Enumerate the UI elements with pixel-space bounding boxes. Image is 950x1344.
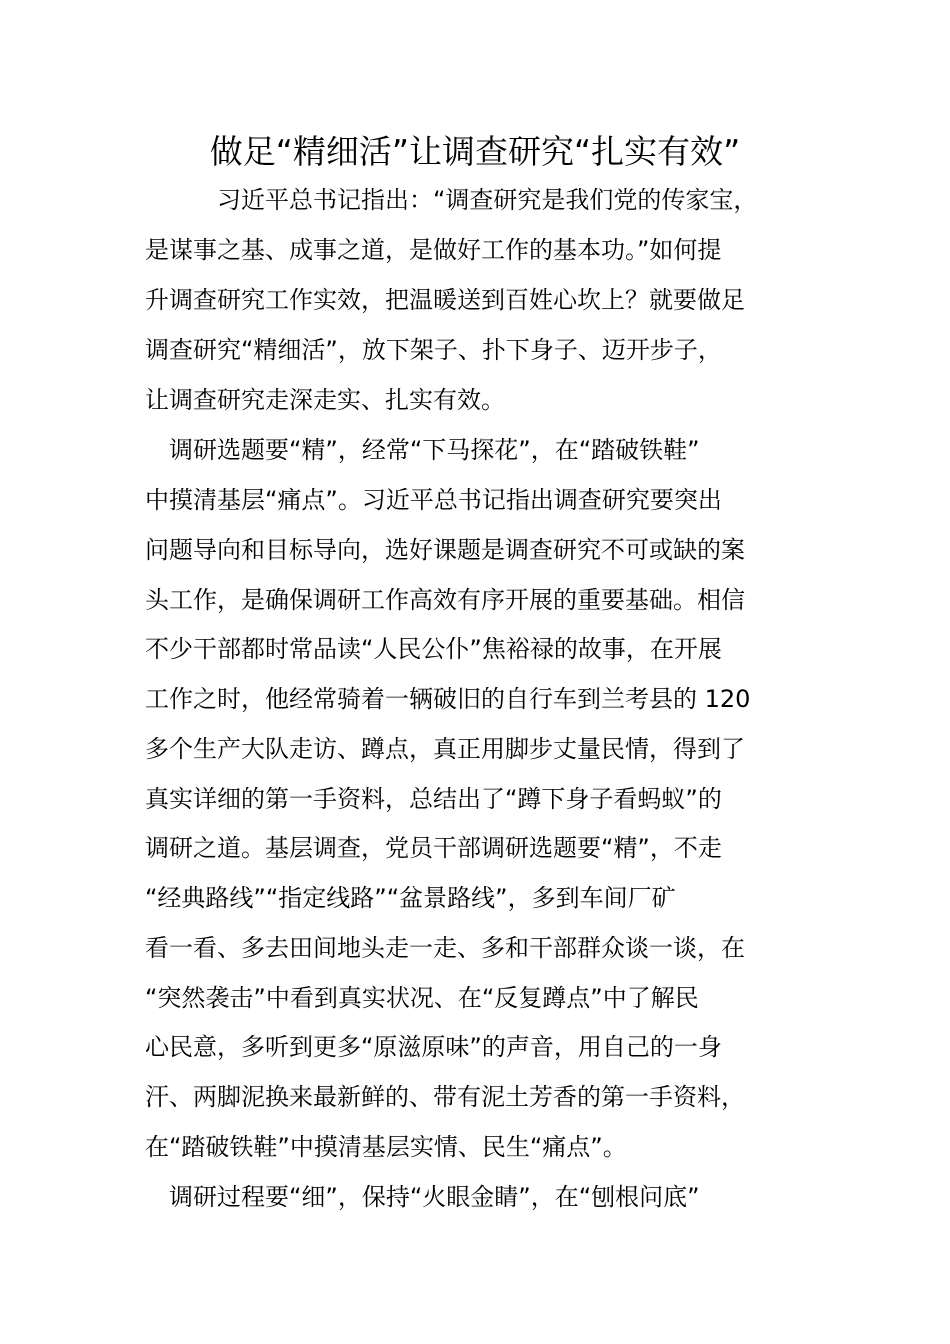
text-line: 多个生产大队走访、蹲点，真正用脚步丈量民情，得到了 — [145, 735, 745, 763]
text-line: 是谋事之基、成事之道，是做好工作的基本功。”如何提 — [145, 236, 722, 264]
text-line: 汗、两脚泥换来最新鲜的、带有泥土芳香的第一手资料， — [145, 1083, 745, 1111]
text-line: 中摸清基层“痛点”。习近平总书记指出调查研究要突出 — [145, 486, 722, 514]
text-line: “经典路线”“指定线路”“盆景路线”，多到车间厂矿 — [145, 884, 676, 912]
text-line: 升调查研究工作实效，把温暖送到百姓心坎上？就要做足 — [145, 286, 745, 314]
text-line: 调研过程要“细”，保持“火眼金睛”，在“刨根问底” — [145, 1183, 700, 1211]
text-line: 问题导向和目标导向，选好课题是调查研究不可或缺的案 — [145, 536, 745, 564]
text-line: 工作之时，他经常骑着一辆破旧的自行车到兰考县的 120 — [145, 685, 751, 713]
text-line: “突然袭击”中看到真实状况、在“反复蹲点”中了解民 — [145, 984, 699, 1012]
text-line: 调研之道。基层调查，党员干部调研选题要“精”，不走 — [145, 834, 722, 862]
text-line: 头工作，是确保调研工作高效有序开展的重要基础。相信 — [145, 586, 745, 614]
text-line: 习近平总书记指出：“调查研究是我们党的传家宝， — [145, 186, 758, 214]
text-line: 在“踏破铁鞋”中摸清基层实情、民生“痛点”。 — [145, 1133, 627, 1161]
document-title: 做足“精细活”让调查研究“扎实有效” — [209, 132, 741, 171]
text-line: 真实详细的第一手资料，总结出了“蹲下身子看蚂蚁”的 — [145, 785, 722, 813]
text-line: 看一看、多去田间地头走一走、多和干部群众谈一谈，在 — [145, 934, 745, 962]
text-line: 调查研究“精细活”，放下架子、扑下身子、迈开步子， — [145, 336, 722, 364]
text-line: 让调查研究走深走实、扎实有效。 — [145, 386, 505, 414]
text-line: 不少干部都时常品读“人民公仆”焦裕禄的故事，在开展 — [145, 635, 722, 663]
text-line: 调研选题要“精”，经常“下马探花”，在“踏破铁鞋” — [145, 436, 700, 464]
text-line: 心民意，多听到更多“原滋原味”的声音，用自己的一身 — [145, 1033, 722, 1061]
